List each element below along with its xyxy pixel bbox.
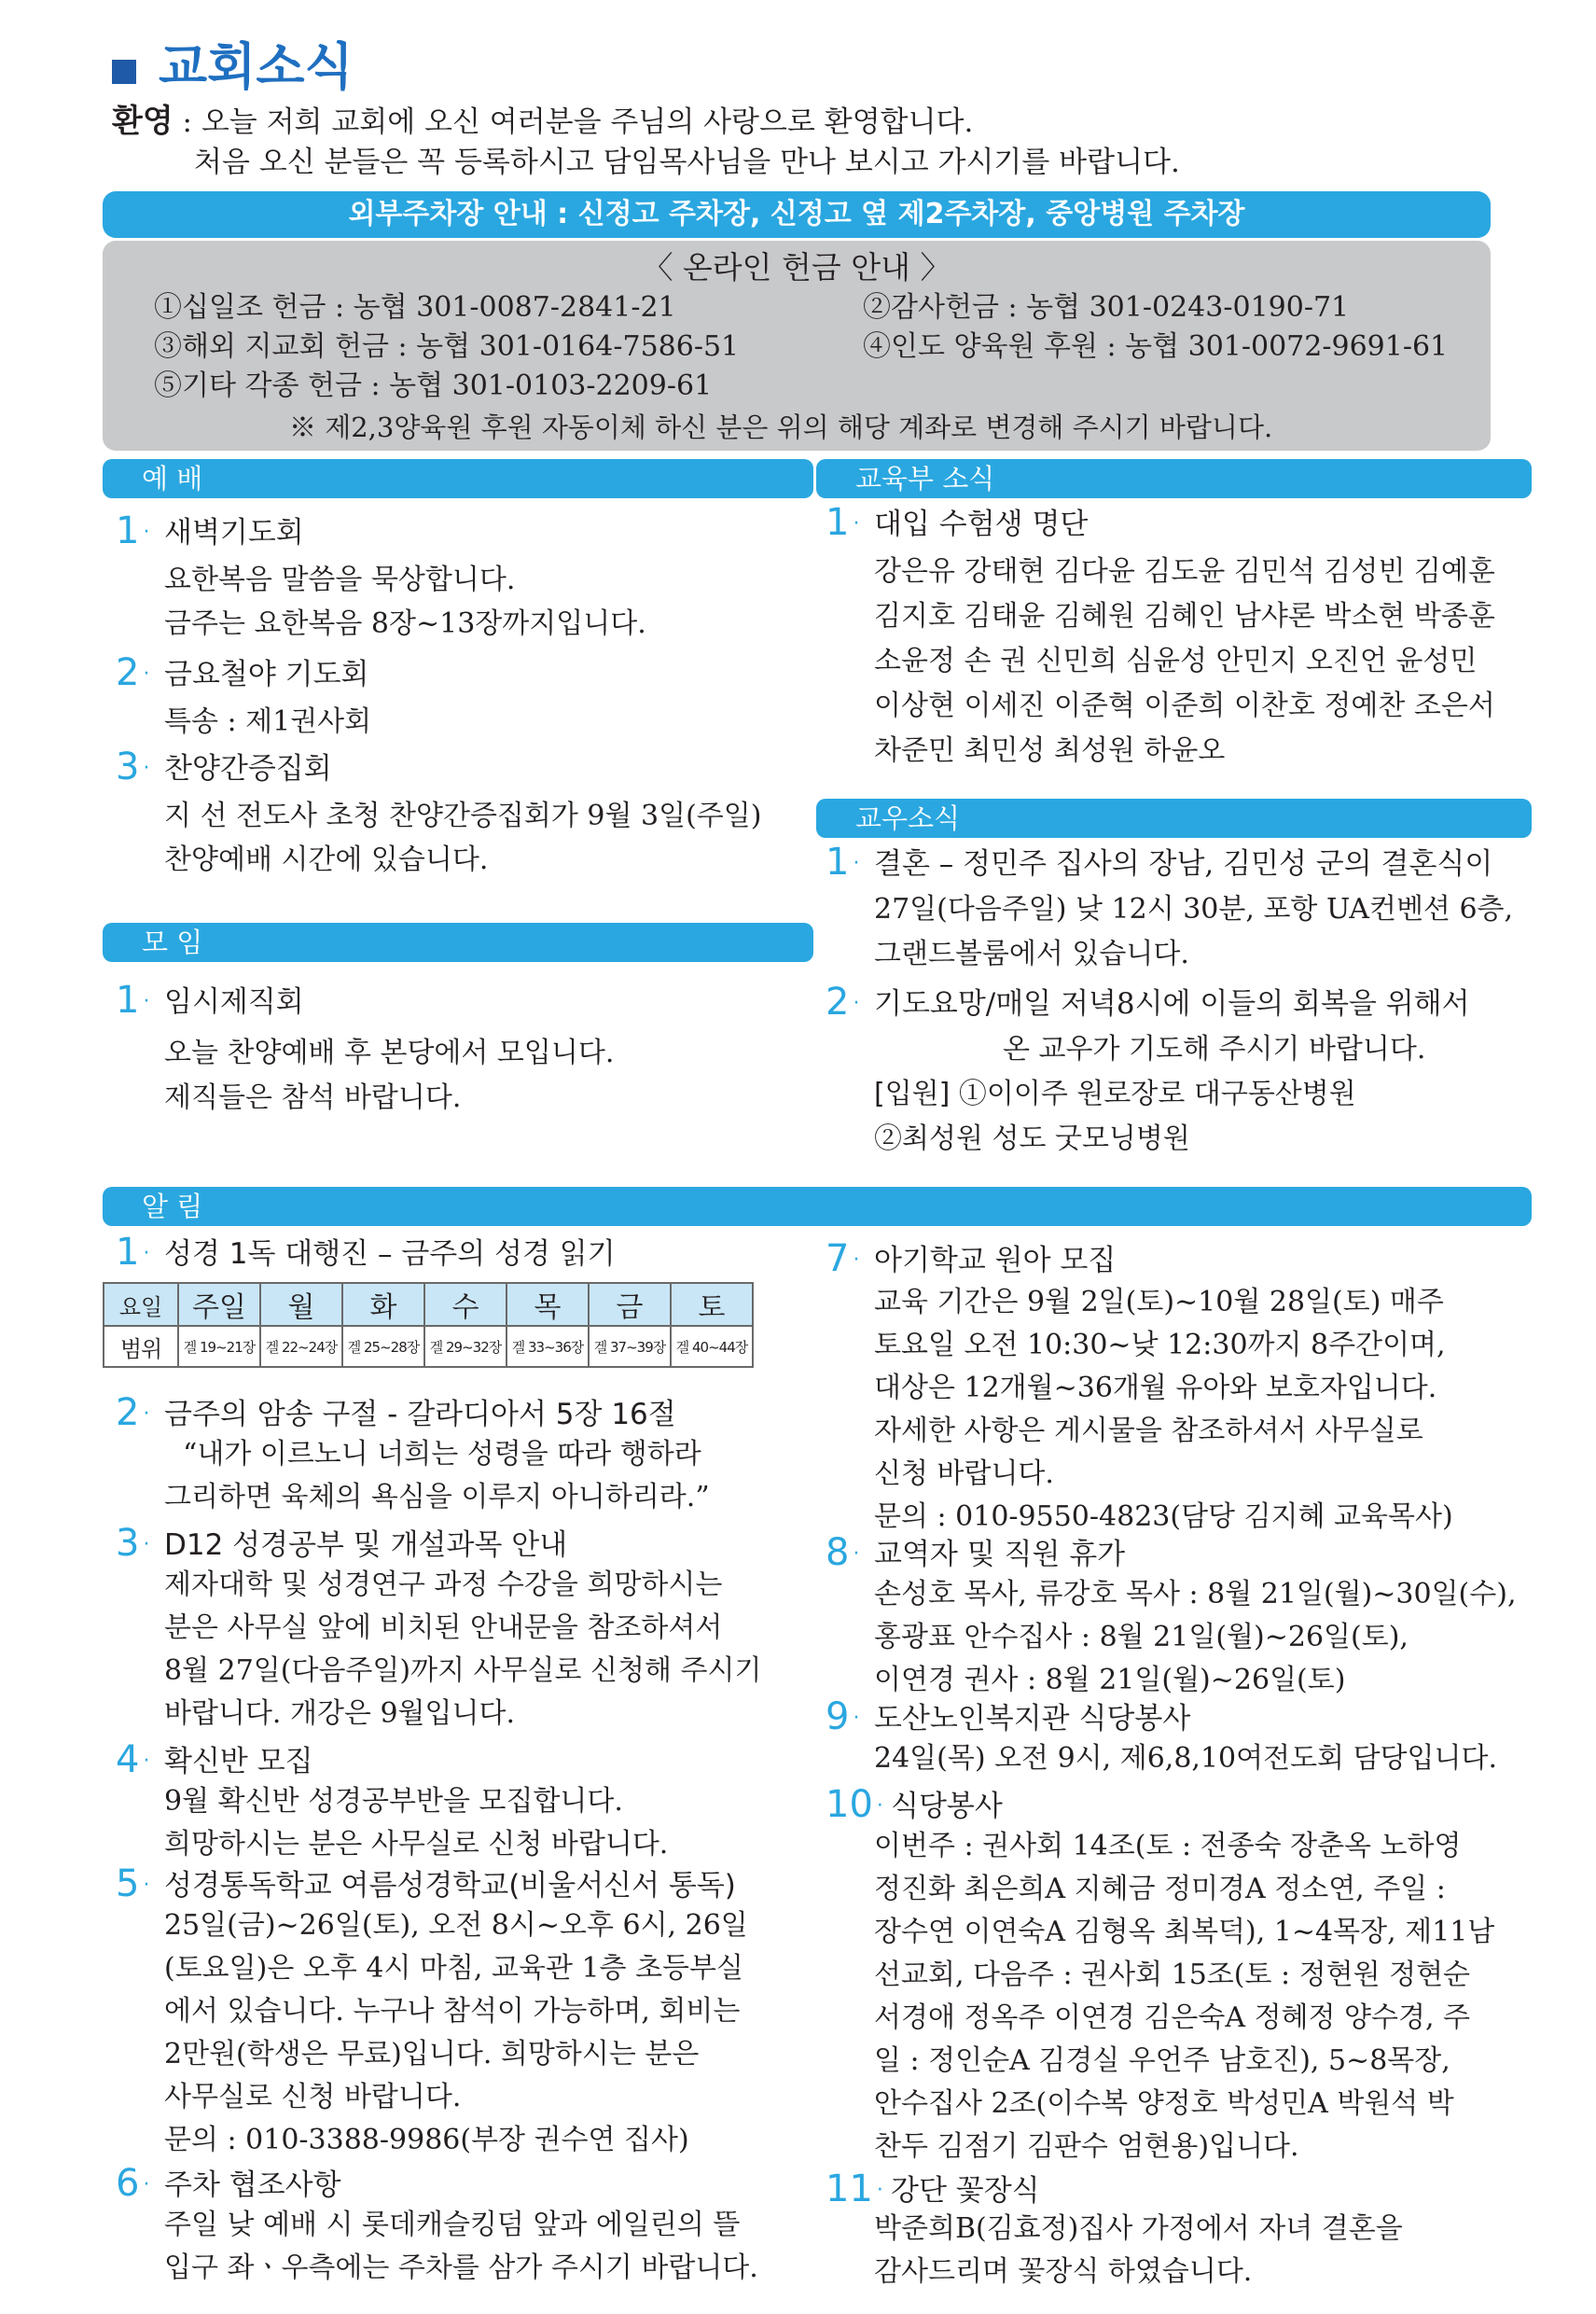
item-title: 확신반 모집 [164,1745,313,1778]
hospital-line: ②최성원 성도 굿모닝병원 [874,1122,1190,1155]
item-title: 임시제직회 [164,985,304,1019]
item-line: 특송 : 제1권사회 [164,705,372,738]
offering-account: ③해외 지교회 헌금 : 농협 301-0164-7586-51 [154,330,740,363]
item-line: 문의 : 010-9550-4823(담당 김지혜 교육목사) [874,1500,1453,1533]
item-title: 결혼 – 정민주 집사의 장남, 김민성 군의 결혼식이 [874,847,1493,881]
offering-title: 〈 온라인 헌금 안내 〉 [642,249,951,286]
offering-account: ①십일조 헌금 : 농협 301-0087-2841-21 [154,291,676,324]
item-line: 희망하시는 분은 사무실로 신청 바랍니다. [164,1828,669,1861]
hospital-line: [입원] ①이이주 원로장로 대구동산병원 [874,1078,1356,1110]
item-line: 분은 사무실 앞에 비치된 안내문을 참조하셔서 [164,1611,723,1644]
range-cell: 겔 37~39장 [589,1326,671,1367]
item-number: 2 · [116,1391,150,1434]
item-number: 1 · [116,509,150,552]
item-line: “내가 이르노니 너희는 성령을 따라 행하라 [183,1438,701,1471]
item-line: 입구 좌ㆍ우측에는 주차를 삼가 주시기 바랍니다. [164,2251,758,2284]
item-line: 지 선 전도사 초청 찬양간증집회가 9월 3일(주일) [164,800,762,832]
item-line: 박준희B(김효정)집사 가정에서 자녀 결혼을 [874,2212,1403,2245]
item-line: 오늘 찬양예배 후 본당에서 모입니다. [164,1037,615,1069]
day-cell: 월 [260,1283,342,1326]
welcome-line-1 [112,101,973,143]
item-number: 7 · [826,1237,860,1280]
day-cell: 금 [589,1283,671,1326]
item-title: 아기학교 원아 모집 [874,1244,1117,1277]
item-line: 바랍니다. 개강은 9월입니다. [164,1697,516,1730]
item-number: 1 · [116,979,150,1022]
offering-account: ②감사헌금 : 농협 301-0243-0190-71 [863,291,1350,324]
table-header-day: 요일 [104,1283,178,1326]
item-line: 선교회, 다음주 : 권사회 15조(토 : 정현원 정현순 [874,1959,1471,1991]
title-square-icon [112,60,136,84]
item-line: 이연경 권사 : 8월 21일(월)~26일(토) [874,1664,1346,1696]
item-line: 토요일 오전 10:30~낮 12:30까지 8주간이며, [874,1329,1446,1361]
item-line: 9월 확신반 성경공부반을 모집합니다. [164,1785,623,1818]
welcome-line-2: 처음 오신 분들은 꼭 등록하시고 담임목사님을 만나 보시고 가시기를 바랍니다. [194,146,1180,179]
item-line: 사무실로 신청 바랍니다. [164,2081,462,2113]
item-line: 교육 기간은 9월 2일(토)~10월 28일(토) 매주 [874,1286,1444,1318]
item-line: 문의 : 010-3388-9986(부장 권수연 집사) [164,2124,689,2156]
online-offering-box [103,241,1491,451]
item-title: 새벽기도회 [164,516,304,550]
item-title: 교역자 및 직원 휴가 [874,1538,1126,1571]
range-cell: 겔 29~32장 [424,1326,507,1367]
item-line: 8월 27일(다음주일)까지 사무실로 신청해 주시기 [164,1654,762,1687]
item-title: 찬양간증집회 [164,752,332,786]
day-cell: 목 [507,1283,589,1326]
item-title: 식당봉사 [891,1790,1003,1823]
student-names-line: 이상현 이세진 이준혁 이준희 이찬호 정예찬 조은서 [874,690,1495,722]
item-title: 성경통독학교 여름성경학교(비울서신서 통독) [164,1869,736,1903]
item-line: (토요일)은 오후 4시 마침, 교육관 1층 초등부실 [164,1952,743,1985]
item-number: 3 · [116,746,150,788]
page-title: 교회소식 [159,37,354,96]
item-line: 제자대학 및 성경연구 과정 수강을 희망하시는 [164,1568,723,1601]
item-number: 4 · [116,1738,150,1781]
item-line: 온 교우가 기도해 주시기 바랍니다. [1003,1033,1426,1066]
item-number: 2 · [116,651,150,694]
section-bar-notices: 알 림 [103,1187,1532,1226]
item-title: 강단 꽃장식 [891,2174,1040,2208]
item-number: 1 · [826,501,860,544]
item-number: 2 · [826,981,860,1024]
range-cell: 겔 33~36장 [507,1326,589,1367]
item-line: 찬양예배 시간에 있습니다. [164,843,489,876]
section-bar-fellowship: 교우소식 [816,799,1532,838]
item-title: 주차 협조사항 [164,2168,341,2202]
item-number: 9 · [826,1695,860,1738]
item-number: 11 · [826,2168,883,2210]
student-names-line: 김지호 김태윤 김혜원 김혜인 남샤론 박소현 박종훈 [874,600,1495,633]
item-number: 1 · [826,841,860,884]
item-line: 정진화 최은희A 지혜금 정미경A 정소연, 주일 : [874,1873,1446,1905]
item-line: 대상은 12개월~36개월 유아와 보호자입니다. [874,1372,1437,1404]
offering-note: ※ 제2,3양육원 후원 자동이체 하신 분은 위의 해당 계좌로 변경해 주시기 바랍니다. [289,411,1273,443]
student-names-line: 강은유 강태현 김다윤 김도윤 김민석 김성빈 김예훈 [874,555,1495,588]
section-bar-meeting: 모 임 [103,923,813,962]
item-number: 6 · [116,2162,150,2205]
item-line: 요한복음 말씀을 묵상합니다. [164,564,516,596]
item-line: 24일(목) 오전 9시, 제6,8,10여전도회 담당입니다. [874,1742,1498,1775]
item-line: 찬두 김점기 김판수 엄현용)입니다. [874,2130,1299,2163]
item-line: 이번주 : 권사회 14조(토 : 전종숙 장춘옥 노하영 [874,1830,1462,1862]
item-line: 일 : 정인순A 김경실 우언주 남호진), 5~8목장, [874,2044,1450,2077]
item-number: 10 · [826,1783,883,1826]
day-cell: 수 [424,1283,507,1326]
range-cell: 겔 25~28장 [342,1326,424,1367]
item-line: 그리하면 육체의 욕심을 이루지 아니하리라.” [164,1481,710,1513]
item-title: 도산노인복지관 식당봉사 [874,1702,1191,1736]
bible-reading-table [103,1282,754,1368]
item-line: 에서 있습니다. 누구나 참석이 가능하며, 회비는 [164,1995,741,2028]
item-line: 신청 바랍니다. [874,1457,1054,1490]
item-line: 그랜드볼룸에서 있습니다. [874,938,1189,970]
item-line: 감사드리며 꽃장식 하였습니다. [874,2255,1253,2288]
welcome-label: 환영 [112,103,173,140]
item-number: 1 · [116,1231,150,1274]
item-line: 25일(금)~26일(토), 오전 8시~오후 6시, 26일 [164,1909,748,1942]
item-line: 2만원(학생은 무료)입니다. 희망하시는 분은 [164,2038,700,2070]
item-title: 기도요망/매일 저녁8시에 이들의 회복을 위해서 [874,987,1470,1021]
student-names-line: 소윤정 손 권 신민희 심윤성 안민지 오진언 윤성민 [874,645,1478,677]
item-number: 5 · [116,1862,150,1905]
item-line: 안수집사 2조(이수복 양정호 박성민A 박원석 박 [874,2087,1454,2120]
item-number: 8 · [826,1531,860,1574]
welcome-text-1: : 오늘 저희 교회에 오신 여러분을 주님의 사랑으로 환영합니다. [173,105,974,139]
item-line: 손성호 목사, 류강호 목사 : 8월 21일(월)~30일(수), [874,1578,1517,1610]
item-title: 성경 1독 대행진 – 금주의 성경 읽기 [164,1237,616,1271]
item-line: 장수연 이연숙A 김형옥 최복덕), 1~4목장, 제11남 [874,1916,1495,1948]
item-title: 대입 수험생 명단 [874,508,1089,541]
item-line: 주일 낮 예배 시 롯데캐슬킹덤 앞과 에일린의 뜰 [164,2209,741,2241]
item-line: 제직들은 참석 바랍니다. [164,1081,462,1114]
offering-account: ⑤기타 각종 헌금 : 농협 301-0103-2209-61 [154,369,713,402]
section-bar-education: 교육부 소식 [816,459,1532,498]
day-cell: 토 [671,1283,753,1326]
item-title: 금주의 암송 구절 - 갈라디아서 5장 16절 [164,1398,676,1431]
parking-notice-bar: 외부주차장 안내 : 신정고 주차장, 신정고 옆 제2주차장, 중앙병원 주차장 [103,191,1491,238]
item-line: 서경애 정옥주 이연경 김은숙A 정혜정 양수경, 주 [874,2001,1471,2034]
item-line: 금주는 요한복음 8장~13장까지입니다. [164,607,646,640]
item-title: 금요철야 기도회 [164,658,369,691]
range-cell: 겔 22~24장 [260,1326,342,1367]
offering-account: ④인도 양육원 후원 : 농협 301-0072-9691-61 [863,330,1449,363]
section-bar-worship: 예 배 [103,459,813,498]
item-line: 홍광표 안수집사 : 8월 21일(월)~26일(토), [874,1621,1409,1653]
range-cell: 겔 19~21장 [178,1326,260,1367]
day-cell: 화 [342,1283,424,1326]
student-names-line: 차준민 최민성 최성원 하윤오 [874,734,1226,767]
item-title: D12 성경공부 및 개설과목 안내 [164,1528,568,1562]
table-header-range: 범위 [104,1326,178,1367]
range-cell: 겔 40~44장 [671,1326,753,1367]
day-cell: 주일 [178,1283,260,1326]
item-line: 자세한 사항은 게시물을 참조하셔서 사무실로 [874,1415,1423,1447]
item-line: 27일(다음주일) 낮 12시 30분, 포항 UA컨벤션 6층, [874,893,1514,926]
item-number: 3 · [116,1522,150,1565]
